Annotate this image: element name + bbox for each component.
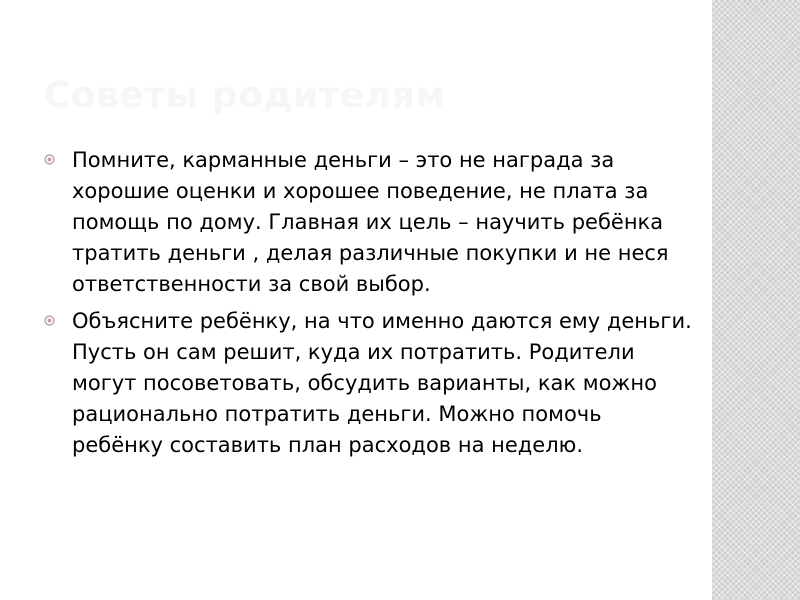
bullet-text: Помните, карманные деньги – это не награда за хорошие оценки и хорошее поведение, не плата за помощь по дому. Главная их цель – научить ребёнка тратить деньги , делая различные покупки и не неся ответственности за свой выбор. bbox=[72, 148, 669, 296]
bullet-list bbox=[44, 145, 694, 467]
list-item bbox=[44, 145, 694, 300]
slide-title: Советы родителям bbox=[44, 75, 446, 116]
circle-bullet-icon bbox=[44, 315, 55, 326]
bullet-text: Объясните ребёнку, на что именно даются ему деньги. Пусть он сам решит, куда их потратить. Родители могут посоветовать, обсудить варианты, как можно рационально потратить деньги. Можно помочь ребёнку составить план расходов на неделю. bbox=[72, 309, 692, 457]
circle-bullet-icon bbox=[44, 154, 55, 165]
list-item bbox=[44, 306, 694, 461]
side-decoration-stripe bbox=[712, 0, 800, 600]
